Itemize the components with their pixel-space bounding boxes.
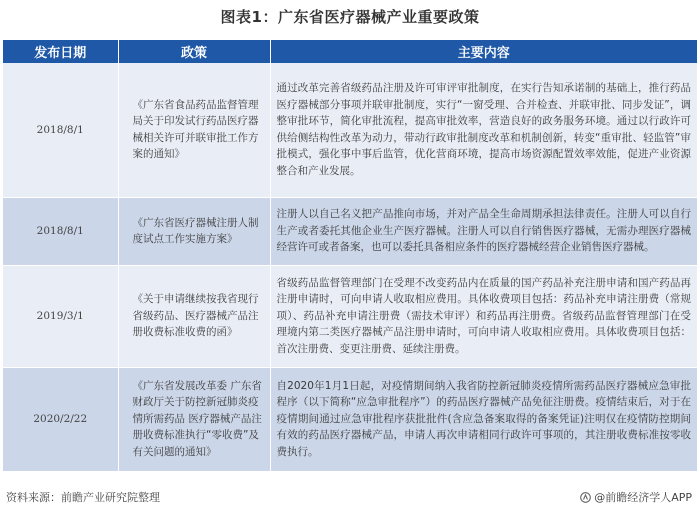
- brand-text: @前瞻经济学人APP: [594, 491, 692, 504]
- table-row: [3, 367, 697, 471]
- row-content: 省级药品监督管理部门在受理不改变药品内在质量的国产药品补充注册申请和国产药品再注册申请时，可向申请人收取相应费用。具体收费项目包括：药品补充申请注册费（常规项）、药品补充申请注册费（需技术审评）和药品再注册费。省级药品监督管理部门在受理境内第二类医疗器械产品注册申请时，可向申请人收取相应费用。具体收费项目包括：首次注册费、变更注册费、延续注册费。: [270, 265, 697, 367]
- row-policy: 《广东省发展改革委 广东省财政厅关于防控新冠肺炎疫情所需药品 医疗器械产品注册收费标准执行“零收费”及有关问题的通知》: [118, 367, 270, 471]
- source-note: 资料来源：前瞻产业研究院整理: [6, 491, 160, 504]
- row-content: 自2020年1月1日起，对疫情期间纳入我省防控新冠肺炎疫情所需药品医疗器械应急审批程序（以下简称“应急审批程序”）的药品医疗器械产品免征注册费。疫情结束后，对于在疫情期间通过应急审批程序获批批件(含应急备案取得的备案凭证)注明仅在疫情防控期间有效的药品医疗器械产品，申请人再次申请相同行政许可事项的，其注册收费标准按零收费执行。: [270, 367, 697, 471]
- table-row: [3, 265, 697, 367]
- header-policy: 政策: [118, 40, 270, 63]
- row-policy: 《广东省医疗器械注册人制度试点工作实施方案》: [118, 197, 270, 265]
- row-date: 2020/2/22: [3, 367, 118, 471]
- brand-credit: [580, 489, 692, 505]
- row-policy: 《广东省食品药品监督管理局关于印发试行药品医疗器械相关许可并联审批工作方案的通知》: [118, 63, 270, 197]
- row-date: 2018/8/1: [3, 63, 118, 197]
- row-content: 通过改革完善省级药品注册及许可审评审批制度，在实行告知承诺制的基础上，推行药品医疗器械部分事项并联审批制度，实行“一窗受理、合并检查、并联审批、同步发证”，调整审批环节，简化审批流程，提高审批效率，营造良好的政务服务环境。通过以行政许可供给侧结构性改革为动力，带动行政审批制度改革和机制创新，转变“重审批、轻监管”审批模式，强化事中事后监管，优化营商环境，提高市场资源配置效率效能，促进产业资源整合和产业发展。: [270, 63, 697, 197]
- row-content: 注册人以自己名义把产品推向市场，并对产品全生命周期承担法律责任。注册人可以自行生产或者委托其他企业生产医疗器械。注册人可以自行销售医疗器械，无需办理医疗器械经营许可或者备案，也可以委托具备相应条件的医疗器械经营企业销售医疗器械。: [270, 197, 697, 265]
- table-row: [3, 197, 697, 265]
- policy-table: [3, 40, 697, 472]
- row-date: 2018/8/1: [3, 197, 118, 265]
- row-policy: 《关于申请继续按我省现行省级药品、医疗器械产品注册收费标准收费的函》: [118, 265, 270, 367]
- header-content: 主要内容: [270, 40, 697, 63]
- table-row: [3, 63, 697, 197]
- row-date: 2019/3/1: [3, 265, 118, 367]
- table-header-row: [3, 40, 697, 63]
- brand-logo-icon: [580, 492, 591, 503]
- figure-title: 图表1：广东省医疗器械产业重要政策: [220, 8, 480, 26]
- header-date: 发布日期: [3, 40, 118, 63]
